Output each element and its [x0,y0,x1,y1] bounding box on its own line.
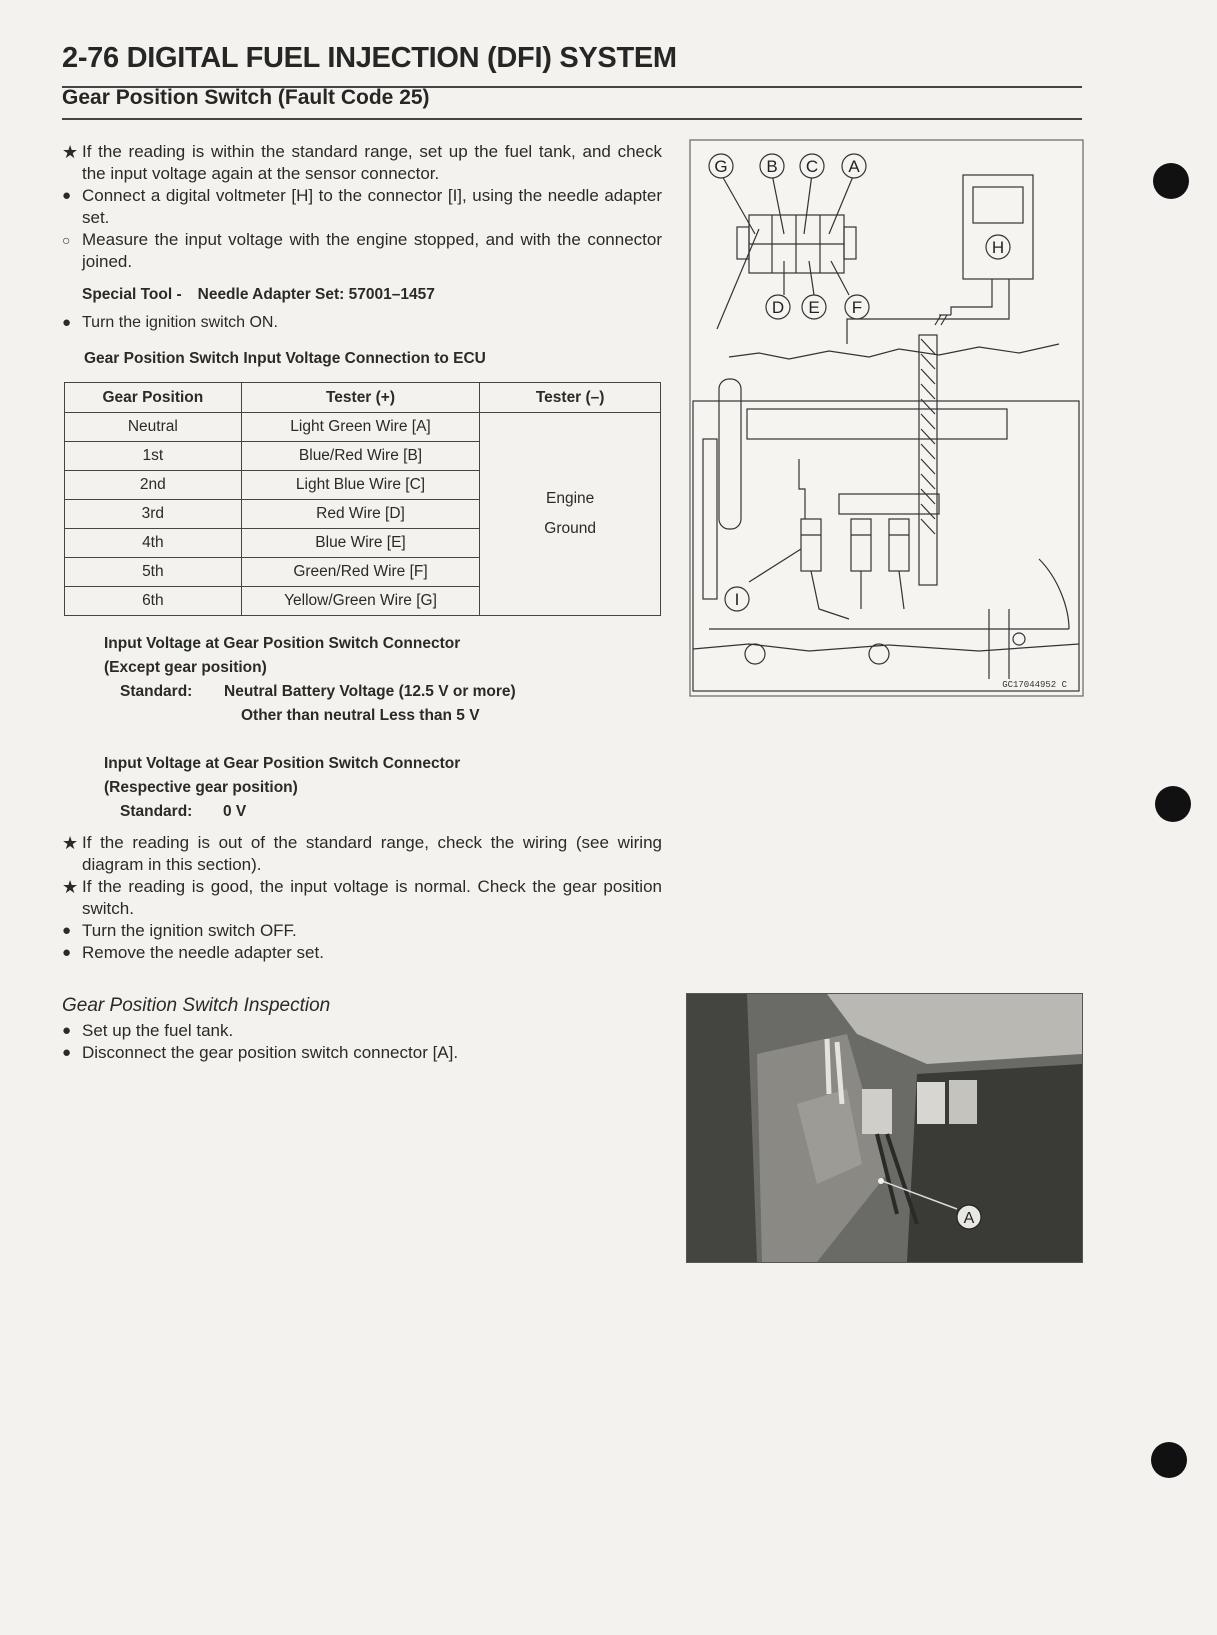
step-text: Set up the fuel tank. [82,1021,234,1040]
wire-cell: Light Blue Wire [C] [241,471,480,500]
list-item [62,876,662,920]
bullet-icon: ● [62,314,72,331]
list-item [62,1020,662,1042]
column-header: Gear Position [65,383,242,413]
spec-title: Input Voltage at Gear Position Switch Connector [104,635,461,652]
step-text: Turn the ignition switch OFF. [82,921,297,940]
wire-cell: Red Wire [D] [241,500,480,529]
callout-d [766,295,790,319]
list-item [62,1042,662,1064]
gear-cell: 2nd [65,471,242,500]
list-item [62,312,662,334]
step-text: If the reading is good, the input voltage is normal. Check the gear position switch. [82,877,662,918]
callout-b [760,154,784,178]
section-title: Gear Position Switch (Fault Code 25) [62,86,430,109]
column-header: Tester (–) [480,383,661,413]
list-item [62,920,662,942]
bullet-icon: ● [62,1022,72,1039]
binder-hole [1153,163,1189,199]
list-item [62,832,662,876]
gear-cell: 1st [65,442,242,471]
spec-value-other: Other than neutral Less than 5 V [241,707,480,724]
step-text: Connect a digital voltmeter [H] to the connector [I], using the needle adapter set. [82,186,662,227]
wire-cell: Light Green Wire [A] [241,413,480,442]
callout-f [845,295,869,319]
ground-line-2: Ground [544,520,596,537]
step-text: Remove the needle adapter set. [82,943,324,962]
wire-cell: Blue Wire [E] [241,529,480,558]
section-rule [62,118,1082,120]
callout-label: D [771,298,785,317]
binder-hole [1151,1442,1187,1478]
star-icon: ★ [62,833,79,853]
callout-g [709,154,733,178]
connector-voltmeter-diagram [689,139,1084,697]
ground-line-1: Engine [546,490,595,507]
table-header-row [65,383,661,413]
hollow-bullet-icon: ○ [62,232,71,248]
callout-i [725,587,749,611]
spec-subtitle: (Respective gear position) [104,779,298,796]
binder-hole [1155,786,1191,822]
callout-label: E [808,298,820,317]
steps-bottom [62,832,662,964]
callout-c [800,154,824,178]
wire-cell: Blue/Red Wire [B] [241,442,480,471]
spec-standard-label: Standard: [120,803,193,820]
list-item [62,942,662,964]
special-tool [82,286,435,304]
ground-cell [480,413,661,616]
gear-cell: 4th [65,529,242,558]
list-item [62,141,662,185]
callout-e [802,295,826,319]
star-icon: ★ [62,877,79,897]
inspection-steps [62,1020,662,1064]
gear-cell: 3rd [65,500,242,529]
callout-label: A [963,1210,975,1227]
callout-label: F [851,298,863,317]
step-text: Turn the ignition switch ON. [82,314,278,331]
step-text: Measure the input voltage with the engine stopped, and with the connector joined. [82,230,662,271]
step-text: If the reading is within the standard range, set up the fuel tank, and check the input voltage again at the sensor connector. [82,142,662,183]
bullet-icon: ● [62,922,72,939]
list-item [62,229,662,273]
bullet-icon: ● [62,187,72,204]
special-tool-label: Special Tool - [82,286,182,303]
spec-value-neutral: Neutral Battery Voltage (12.5 V or more) [224,683,516,700]
list-item [62,185,662,229]
callout-label: I [734,590,740,609]
wire-cell: Green/Red Wire [F] [241,558,480,587]
callout-label: C [805,157,819,176]
page-title: 2-76 DIGITAL FUEL INJECTION (DFI) SYSTEM [62,42,677,74]
special-tool-name: Needle Adapter Set: 57001–1457 [197,286,435,303]
connector-photo [686,993,1083,1263]
column-header: Tester (+) [241,383,480,413]
callout-label: H [991,238,1005,257]
star-icon: ★ [62,142,79,162]
step-text: Disconnect the gear position switch connector [A]. [82,1043,459,1062]
callout-h [986,235,1010,259]
spec-subtitle: (Except gear position) [104,659,267,676]
callout-label: A [848,157,860,176]
gear-cell: 5th [65,558,242,587]
step-text: If the reading is out of the standard range, check the wiring (see wiring diagram in this section). [82,833,662,874]
figure-code: GC17044952 C [1002,680,1067,690]
steps-top [62,141,662,273]
inspection-title: Gear Position Switch Inspection [62,995,331,1016]
gear-cell: 6th [65,587,242,616]
bullet-icon: ● [62,944,72,961]
bullet-icon: ● [62,1044,72,1061]
table-row [65,413,661,442]
spec-standard-label: Standard: [120,683,193,700]
callout-label: B [766,157,778,176]
gear-position-table [64,382,661,616]
spec-title: Input Voltage at Gear Position Switch Connector [104,755,461,772]
step-ignition-on [62,312,662,334]
wire-cell: Yellow/Green Wire [G] [241,587,480,616]
callout-a [842,154,866,178]
table-caption: Gear Position Switch Input Voltage Connection to ECU [84,350,486,367]
gear-cell: Neutral [65,413,242,442]
callout-label: G [714,157,728,176]
spec-value: 0 V [223,803,247,820]
